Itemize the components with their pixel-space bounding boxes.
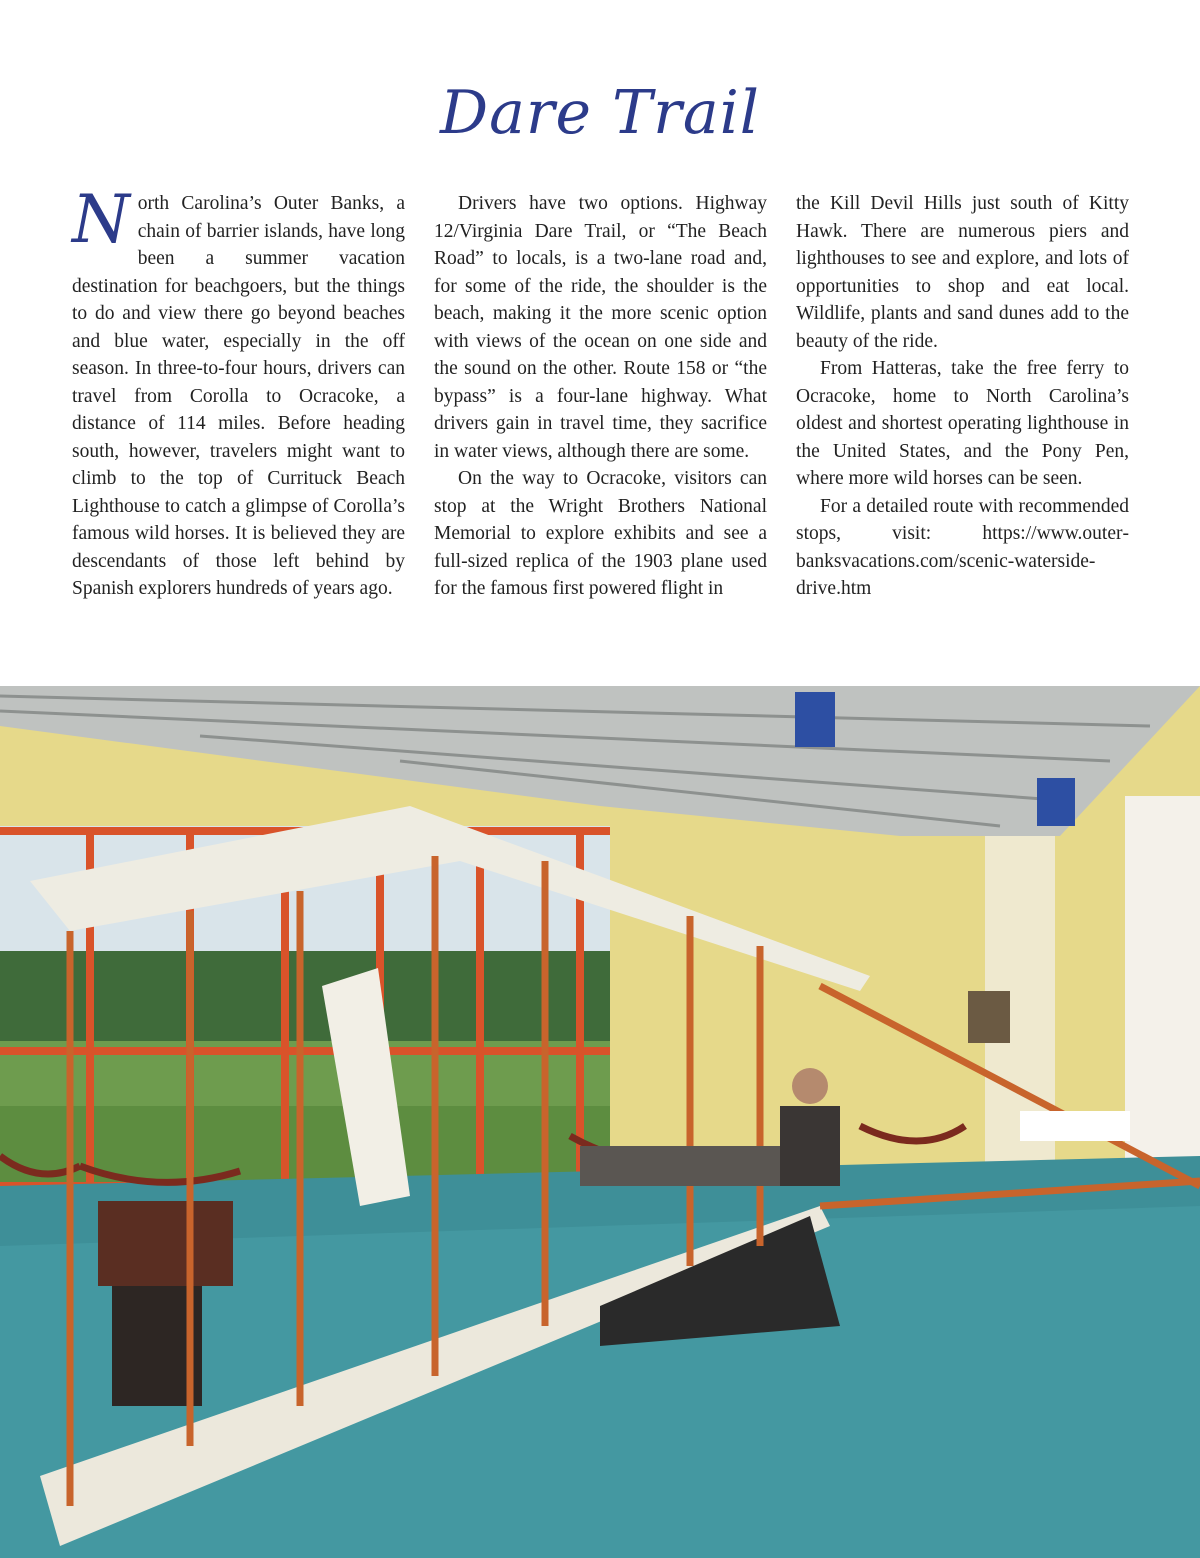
drop-cap: N — [72, 181, 130, 258]
article-column-2 — [434, 190, 767, 603]
paragraph: On the way to Ocracoke, visitors can stop at the Wright Brothers National Memorial to explore exhibits and see a full-sized replica of the 1903 plane used for the famous first powered flight in — [434, 468, 767, 599]
paragraph: For a detailed route with recommended stops, visit: https://www.outerbanksvacations.com/scenic-waterside-drive.htm — [796, 495, 1129, 599]
article-column-3 — [796, 190, 1129, 603]
paragraph: From Hatteras, take the free ferry to Ocracoke, home to North Carolina’s oldest and shortest operating lighthouse in the United States, and the Pony Pen, where more wild horses can be seen. — [796, 358, 1129, 489]
paragraph: the Kill Devil Hills just south of Kitty Hawk. There are numerous piers and lighthouses to see and explore, and lots of opportunities to shop and eat local. Wildlife, plants and sand dunes add to the beauty of the ride. — [796, 193, 1129, 352]
paragraph: Drivers have two options. Highway 12/Virginia Dare Trail, or “The Beach Road” to locals, is a two-lane road and, for some of the ride, the shoulder is the beach, making it the more scenic option with views of the ocean on one side and the sound on the other. Route 158 or “the bypass” is a four-lane highway. What drivers gain in travel time, they sacrifice in water views, although there are some. — [434, 193, 767, 462]
article-column-1 — [72, 181, 405, 603]
paragraph-text: orth Carolina’s Outer Banks, a chain of barrier islands, have long been a summer vacation destination for beachgoers, but the things to do and view there go beyond beaches and blue water, especially in the off season. In three-to-four hours, drivers can travel from Corolla to Ocracoke, a distance of 114 miles. Before heading south, however, travelers might want to climb to the top of Currituck Beach Lighthouse to catch a glimpse of Corolla’s famous wild horses. It is believed they are descendants of those left behind by Spanish explorers hundreds of years ago. — [72, 193, 405, 599]
paragraph — [72, 181, 405, 603]
wright-glider-exhibit-photo — [0, 686, 1200, 1558]
page-title: Dare Trail — [440, 78, 760, 148]
